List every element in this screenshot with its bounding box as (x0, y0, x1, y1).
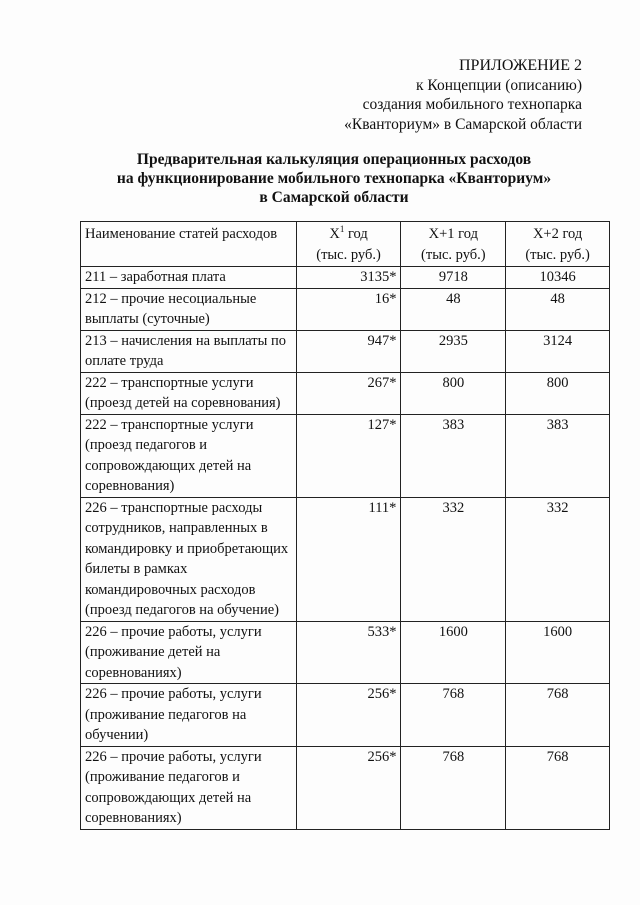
row-year-3-value: 768 (506, 746, 610, 829)
table-row (81, 684, 610, 747)
header-year-1-x: X (329, 226, 340, 242)
row-name: 222 – транспортные услуги (проезд педагогов и сопровождающих детей на соревнования) (81, 414, 297, 497)
row-year-3-value: 48 (506, 288, 610, 330)
row-year-2-value: 332 (401, 497, 506, 621)
row-year-3-value: 768 (506, 684, 610, 747)
row-year-3-value: 800 (506, 372, 610, 414)
table-header-row (81, 222, 610, 267)
row-name: 222 – транспортные услуги (проезд детей на соревнования) (81, 372, 297, 414)
row-year-3-value: 1600 (506, 621, 610, 684)
table-row (81, 746, 610, 829)
row-year-1-value: 3135* (296, 267, 401, 289)
table-row (81, 497, 610, 621)
header-year-3-label: X+2 год (532, 226, 583, 242)
row-year-1-value: 256* (296, 684, 401, 747)
row-year-1-value: 267* (296, 372, 401, 414)
table-row (81, 288, 610, 330)
row-year-3-value: 10346 (506, 267, 610, 289)
header-year-3 (506, 222, 610, 267)
row-name: 226 – прочие работы, услуги (проживание педагогов на обучении) (81, 684, 297, 747)
row-year-2-value: 800 (401, 372, 506, 414)
row-year-1-value: 947* (296, 330, 401, 372)
row-year-3-value: 383 (506, 414, 610, 497)
appendix-line-2: создания мобильного технопарка (362, 96, 582, 113)
row-year-2-value: 768 (401, 684, 506, 747)
row-year-1-value: 16* (296, 288, 401, 330)
row-year-1-value: 111* (296, 497, 401, 621)
row-name: 213 – начисления на выплаты по оплате труда (81, 330, 297, 372)
appendix-block (344, 56, 582, 134)
row-name: 211 – заработная плата (81, 267, 297, 289)
heading-line-3: в Самарской области (259, 189, 409, 206)
header-year-1 (296, 222, 401, 267)
row-year-1-value: 533* (296, 621, 401, 684)
table-row (81, 372, 610, 414)
header-year-1-sup: 1 (339, 224, 345, 235)
document-heading (60, 150, 608, 207)
table-row (81, 330, 610, 372)
table-row (81, 414, 610, 497)
row-name: 226 – транспортные расходы сотрудников, направленных в командировку и приобретающих билеты в рамках командировочных расходов (проезд педагогов на обучение) (81, 497, 297, 621)
expense-table (80, 221, 610, 830)
header-year-2 (401, 222, 506, 267)
row-year-2-value: 383 (401, 414, 506, 497)
header-name: Наименование статей расходов (81, 222, 297, 267)
table-row (81, 621, 610, 684)
row-year-2-value: 1600 (401, 621, 506, 684)
row-year-2-value: 2935 (401, 330, 506, 372)
header-year-2-label: X+1 год (428, 226, 478, 242)
header-year-2-unit: (тыс. руб.) (421, 246, 486, 263)
row-year-1-value: 127* (296, 414, 401, 497)
appendix-line-3: «Кванториум» в Самарской области (344, 115, 582, 133)
appendix-line-1: к Концепции (описанию) (415, 76, 582, 94)
heading-line-1: Предварительная калькуляция операционных расходов (136, 151, 532, 168)
row-year-1-value: 256* (296, 746, 401, 829)
table-row (81, 267, 610, 289)
appendix-title: ПРИЛОЖЕНИЕ 2 (458, 57, 582, 74)
row-year-3-value: 3124 (506, 330, 610, 372)
header-year-1-unit: (тыс. руб.) (316, 246, 381, 263)
row-name: 226 – прочие работы, услуги (проживание педагогов и сопровождающих детей на соревнованиях) (81, 746, 297, 829)
row-year-2-value: 9718 (401, 267, 506, 289)
row-year-2-value: 768 (401, 746, 506, 829)
heading-line-2: на функционирование мобильного технопарка «Кванториум» (116, 170, 552, 187)
row-name: 226 – прочие работы, услуги (проживание детей на соревнованиях) (81, 621, 297, 684)
header-year-3-unit: (тыс. руб.) (525, 246, 590, 263)
row-year-3-value: 332 (506, 497, 610, 621)
header-year-1-god: год (344, 226, 368, 242)
row-year-2-value: 48 (401, 288, 506, 330)
row-name: 212 – прочие несоциальные выплаты (суточные) (81, 288, 297, 330)
